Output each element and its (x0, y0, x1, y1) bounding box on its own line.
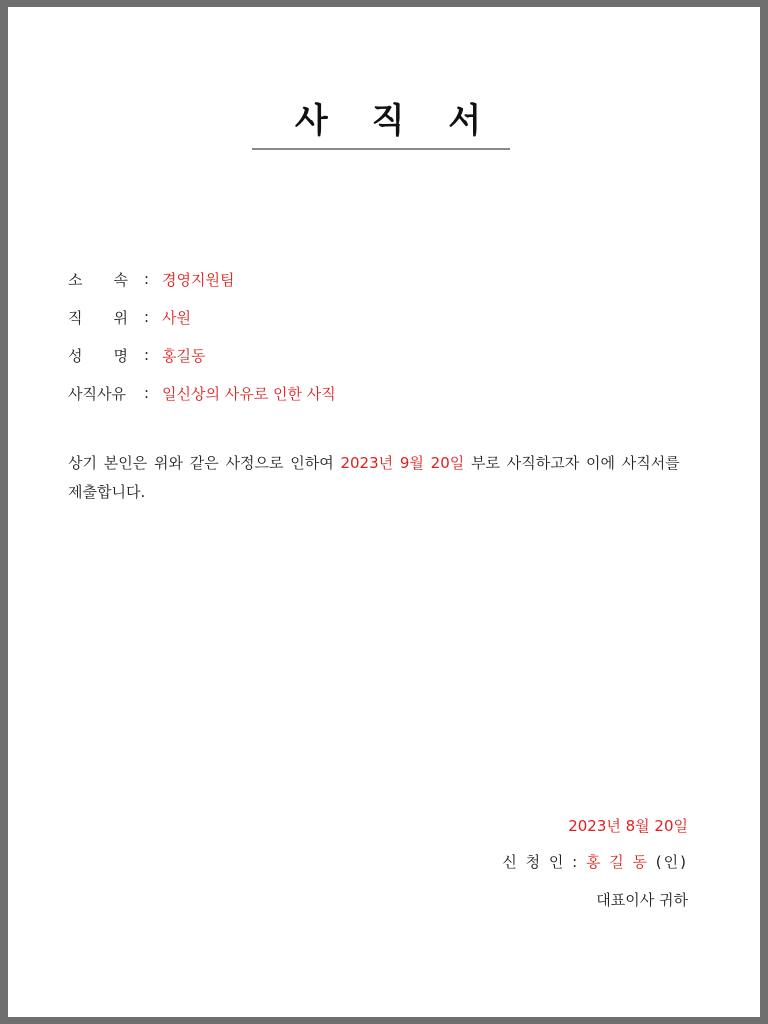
field-department (68, 267, 234, 291)
field-label: 직 위 (68, 308, 128, 327)
field-label: 소 속 (68, 270, 128, 289)
body-statement: 상기 본인은 위와 같은 사정으로 인하여 2023년 9월 20일 부로 사직하고자 이에 사직서를 제출합니다. (68, 454, 680, 501)
field-value-name: 홍길동 (162, 346, 206, 365)
field-reason (68, 381, 336, 405)
field-label: 성 명 (68, 346, 128, 365)
field-colon: : (144, 270, 150, 288)
addressee: 대표이사 귀하 (596, 891, 688, 909)
document-title: 사 직 서 (294, 101, 498, 141)
resignation-date: 2023년 9월 20일 (340, 454, 465, 472)
field-label: 사직사유 (68, 384, 126, 403)
applicant-name: 홍 길 동 (586, 853, 650, 871)
field-colon: : (144, 308, 150, 326)
field-value-reason: 일신상의 사유로 인한 사직 (162, 384, 336, 403)
field-value-position: 사원 (162, 308, 191, 327)
title-underline (252, 148, 510, 150)
signing-date: 2023년 8월 20일 (568, 817, 688, 835)
field-value-department: 경영지원팀 (162, 270, 235, 289)
seal-mark: (인) (655, 853, 688, 871)
field-colon: : (144, 346, 150, 364)
applicant-label: 신 청 인 : (502, 853, 580, 871)
document-page (8, 7, 760, 1017)
field-colon: : (144, 384, 150, 402)
field-position (68, 305, 191, 329)
applicant-line (502, 851, 688, 872)
field-name (68, 343, 205, 367)
